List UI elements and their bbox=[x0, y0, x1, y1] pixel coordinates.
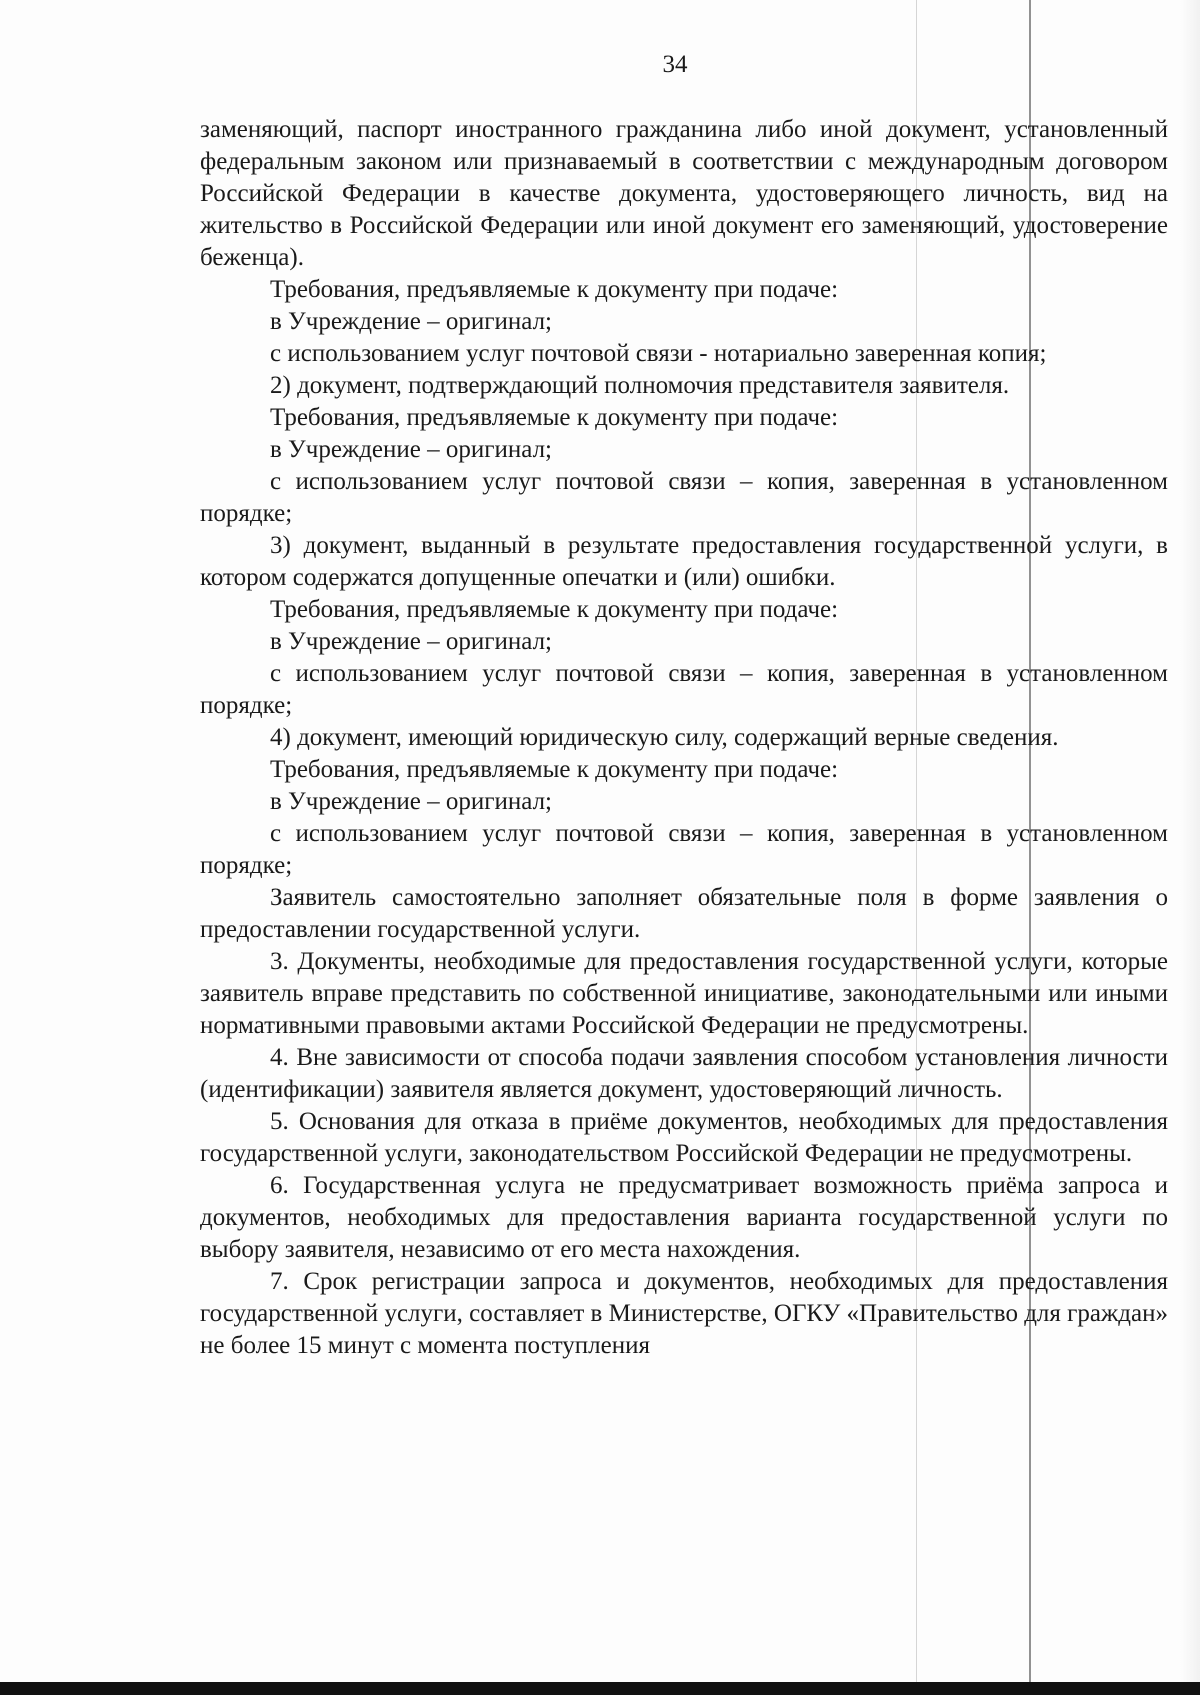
paragraph: с использованием услуг почтовой связи – копия, заверенная в установленном порядке; bbox=[200, 820, 1168, 879]
paragraph: 4. Вне зависимости от способа подачи заявления способом установления личности (идентификации) заявителя является документ, удостоверяющий личность. bbox=[200, 1044, 1168, 1103]
paragraph: заменяющий, паспорт иностранного гражданина либо иной документ, установленный федеральным законом или признаваемый в соответствии с международным договором Российской Федерации в качестве документа, удостоверяющего личность, вид на жительство в Российской Федерации или иной документ его заменяющий, удостоверение беженца). bbox=[200, 116, 1168, 271]
page-number: 34 bbox=[662, 51, 688, 78]
paragraph: в Учреждение – оригинал; bbox=[270, 788, 552, 815]
paragraph: с использованием услуг почтовой связи - нотариально заверенная копия; bbox=[270, 340, 1047, 367]
paragraph: в Учреждение – оригинал; bbox=[270, 436, 552, 463]
paragraph: 4) документ, имеющий юридическую силу, содержащий верные сведения. bbox=[270, 724, 1059, 751]
paragraph: 6. Государственная услуга не предусматривает возможность приёма запроса и документов, необходимых для предоставления варианта государственной услуги по выбору заявителя, независимо от его места нахождения. bbox=[200, 1172, 1168, 1263]
paragraph: 7. Срок регистрации запроса и документов, необходимых для предоставления государственной услуги, составляет в Министерстве, ОГКУ «Правительство для граждан» не более 15 минут с момента поступления bbox=[200, 1268, 1168, 1359]
scan-bottom-edge bbox=[0, 1682, 1200, 1695]
paragraph: Требования, предъявляемые к документу при подаче: bbox=[270, 276, 839, 303]
paragraph: Требования, предъявляемые к документу при подаче: bbox=[270, 756, 839, 783]
paragraph: с использованием услуг почтовой связи – копия, заверенная в установленном порядке; bbox=[200, 468, 1168, 527]
paragraph: 3. Документы, необходимые для предоставления государственной услуги, которые заявитель вправе представить по собственной инициативе, законодательными или иными нормативными правовыми актами Российской Федерации не предусмотрены. bbox=[200, 948, 1168, 1039]
paragraph: Заявитель самостоятельно заполняет обязательные поля в форме заявления о предоставлении государственной услуги. bbox=[200, 884, 1168, 943]
paragraph: 5. Основания для отказа в приёме документов, необходимых для предоставления государственной услуги, законодательством Российской Федерации не предусмотрены. bbox=[200, 1108, 1168, 1167]
page-edge-shade bbox=[1180, 0, 1200, 1682]
paragraph: 2) документ, подтверждающий полномочия представителя заявителя. bbox=[270, 372, 1010, 399]
paragraph: Требования, предъявляемые к документу при подаче: bbox=[270, 404, 839, 431]
paragraph: в Учреждение – оригинал; bbox=[270, 308, 552, 335]
paragraph: с использованием услуг почтовой связи – копия, заверенная в установленном порядке; bbox=[200, 660, 1168, 719]
document-body bbox=[200, 114, 1168, 1362]
paragraph: в Учреждение – оригинал; bbox=[270, 628, 552, 655]
paragraph: Требования, предъявляемые к документу при подаче: bbox=[270, 596, 839, 623]
paragraph: 3) документ, выданный в результате предоставления государственной услуги, в котором содержатся допущенные опечатки и (или) ошибки. bbox=[200, 532, 1168, 591]
